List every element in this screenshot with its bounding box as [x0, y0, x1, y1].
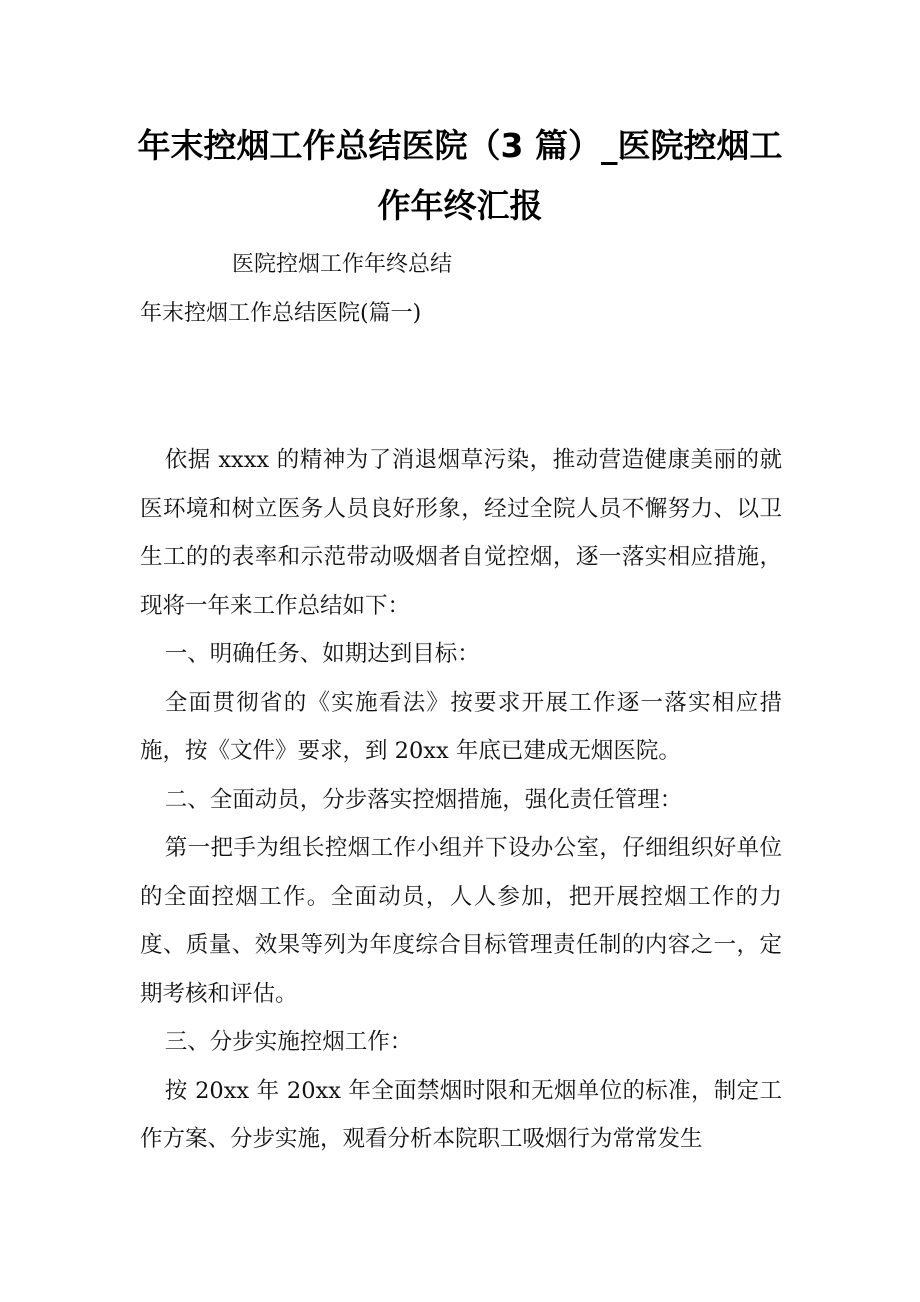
document-title-line-2: 作年终汇报	[377, 186, 543, 225]
paragraph-intro: 依据 xxxx 的精神为了消退烟草污染，推动营造健康美丽的就医环境和树立医务人员良好形象，经过全院人员不懈努力、以卫生工的的表率和示范带动吸烟者自觉控烟，逐一落实相应措施，现将一年来工作总结如下：	[140, 447, 782, 619]
section-heading: 年末控烟工作总结医院(篇一)	[140, 301, 422, 326]
document-subtitle: 医院控烟工作年终总结	[232, 252, 453, 277]
paragraph-heading-1: 一、明确任务、如期达到目标：	[164, 641, 480, 667]
paragraph-implement: 按 20xx 年 20xx 年全面禁烟时限和无烟单位的标准，制定工作方案、分步实施，观看分析本院职工吸烟行为常常发生	[140, 1077, 782, 1152]
document-body	[140, 436, 782, 1164]
document-title-line-1: 年末控烟工作总结医院（3 篇）_医院控烟工	[137, 126, 783, 165]
paragraph-heading-3: 三、分步实施控烟工作：	[164, 1029, 413, 1055]
paragraph-heading-2: 二、全面动员，分步落实控烟措施，强化责任管理：	[164, 786, 683, 813]
paragraph-mobilize: 第一把手为组长控烟工作小组并下设办公室，仔细组织好单位的全面控烟工作。全面动员，人人参加，把开展控烟工作的力度、质量、效果等列为年度综合目标管理责任制的内容之一，定期考核和评估。	[140, 835, 782, 1007]
paragraph-task: 全面贯彻省的《实施看法》按要求开展工作逐一落实相应措施，按《文件》要求，到 20xx 年底已建成无烟医院。	[140, 689, 782, 764]
document-title	[110, 116, 810, 236]
